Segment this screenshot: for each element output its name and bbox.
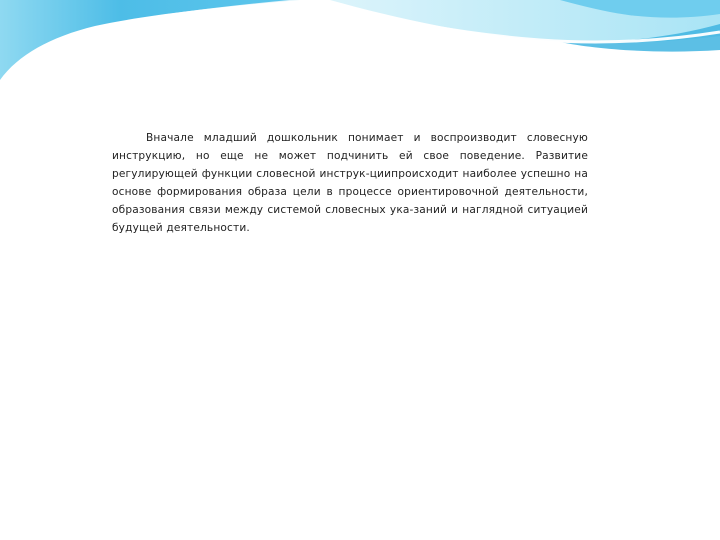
wave-left xyxy=(0,0,300,80)
wave-decoration xyxy=(0,0,720,110)
body-paragraph: Вначале младший дошкольник понимает и воспроизводит словесную инструкцию, но еще не может подчинить ей свое поведение. Развитие регулирующей функции словесной инструк-циипроисходит наиболее успешно на основе формирования образа цели в процессе ориентировочной деятельности, образования связи между системой словесных ука-заний и наглядной ситуацией будущей деятельности. xyxy=(112,132,588,234)
